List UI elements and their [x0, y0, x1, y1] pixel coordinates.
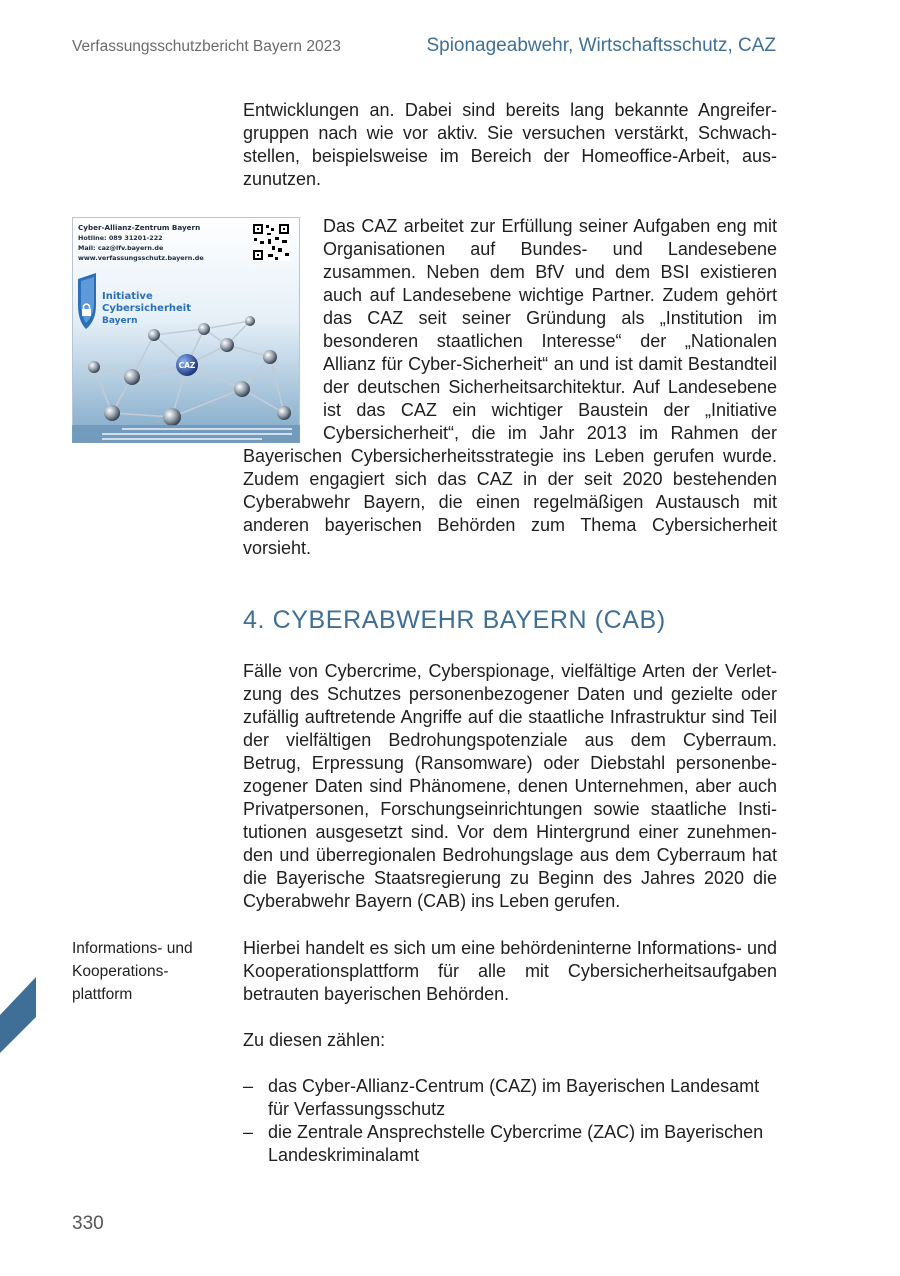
page-number: 330 — [72, 1213, 104, 1234]
qr-code-icon — [252, 223, 290, 261]
logo-initiative: Initiative — [102, 291, 153, 302]
paragraph-platform: Hierbei handelt es sich um eine behördeninterne Informations- und Kooperationsplattform für alle mit Cybersicherheitsaufgaben betrauten bayerischen Behörden. — [243, 938, 777, 1004]
paragraph-caz-cooperation — [78, 215, 777, 560]
margin-note-line: plattform — [72, 986, 133, 1003]
poster-hotline: Hotline: 089 31201-222 — [78, 234, 163, 242]
list-dash: – — [243, 1122, 254, 1142]
caz-poster-image — [72, 217, 300, 443]
list-item — [243, 1075, 783, 1121]
paragraph-list-intro: Zu diesen zählen: — [243, 1030, 386, 1050]
margin-note-line: Kooperations- — [72, 963, 169, 980]
list-item-text: die Zentrale Ansprechstelle Cybercrime (ZAC) im Bayerischen Landeskriminalamt — [268, 1122, 764, 1165]
logo-cybersicherheit: Cybersicherheit — [102, 303, 191, 314]
paragraph-cab-intro: Fälle von Cybercrime, Cyberspionage, vielfältige Arten der Verletzung des Schutzes personenbezogener Daten und gezielte oder zufällig auftretende Angriffe auf die staatliche Infrastruktur sind Teil der vielfältigen Bedrohungspotenziale aus dem Cyberraum. Betrug, Erpressung (Ransomware) oder Diebstahl personenbezogener Daten sind Phänomene, denen Unternehmen, aber auch Privatpersonen, Forschungseinrichtungen sowie staatliche Institutionen ausgesetzt sind. Vor dem Hintergrund einer zunehmenden und überregionalen Bedrohungslage aus dem Cyberraum hat die Bayerische Staatsregierung zu Beginn des Jahres 2020 die Cyberabwehr Bayern (CAB) ins Leben gerufen. — [243, 661, 777, 911]
list-item — [243, 1121, 783, 1167]
poster-footer-bars — [72, 425, 300, 443]
paragraph-intro: Entwicklungen an. Dabei sind bereits lang bekannte Angreifergruppen nach wie vor aktiv. Sie versuchen verstärkt, Schwachstellen, beispielsweise im Bereich der Homeoffice-Arbeit, auszunutzen. — [243, 100, 777, 189]
chapter-tab-marker — [0, 977, 36, 1053]
member-list — [243, 1075, 783, 1167]
list-dash: – — [243, 1076, 254, 1096]
caz-node-label: CAZ — [178, 361, 196, 370]
poster-title: Cyber-Allianz-Zentrum Bayern — [78, 223, 201, 232]
logo-bayern: Bayern — [102, 316, 138, 326]
poster-website: www.verfassungsschutz.bayern.de — [78, 254, 204, 262]
running-header-title: Verfassungsschutzbericht Bayern 2023 — [72, 38, 341, 55]
paragraph-caz-text: Das CAZ arbeitet zur Erfüllung seiner Aufgaben eng mit Organisationen auf Bundes- und Landesebene zusammen. Neben dem BfV und dem BSI existieren auch auf Landesebene wichtige Partner. Zudem gehört das CAZ seit seiner Gründung als „Institution im besonderen staatlichen Interesse“ der „Nationalen Allianz für Cyber-Sicherheit“ an und ist damit Bestandteil der deutschen Sicherheitsarchitektur. Auf Landesebene ist das CAZ ein wichtiger Baustein der „Initiative Cybersicherheit“, die im Jahr 2013 im Rahmen der Bayerischen Cybersicherheitsstrategie ins Leben gerufen wurde. Zudem engagiert sich das CAZ in der seit 2020 bestehenden Cyberabwehr Bayern, die einen regelmäßigen Austausch mit anderen bayerischen Behörden zum Thema Cybersicherheit vorsieht. — [243, 216, 777, 558]
margin-note-line: Informations- und — [72, 940, 193, 957]
running-header-section: Spionageabwehr, Wirtschaftsschutz, CAZ — [426, 35, 776, 56]
section-heading: 4. CYBERABWEHR BAYERN (CAB) — [243, 606, 666, 634]
poster-mail: Mail: caz@lfv.bayern.de — [78, 244, 164, 252]
list-item-text: das Cyber-Allianz-Centrum (CAZ) im Bayerischen Landesamt für Verfassungsschutz — [268, 1076, 760, 1119]
margin-note — [72, 937, 222, 1006]
